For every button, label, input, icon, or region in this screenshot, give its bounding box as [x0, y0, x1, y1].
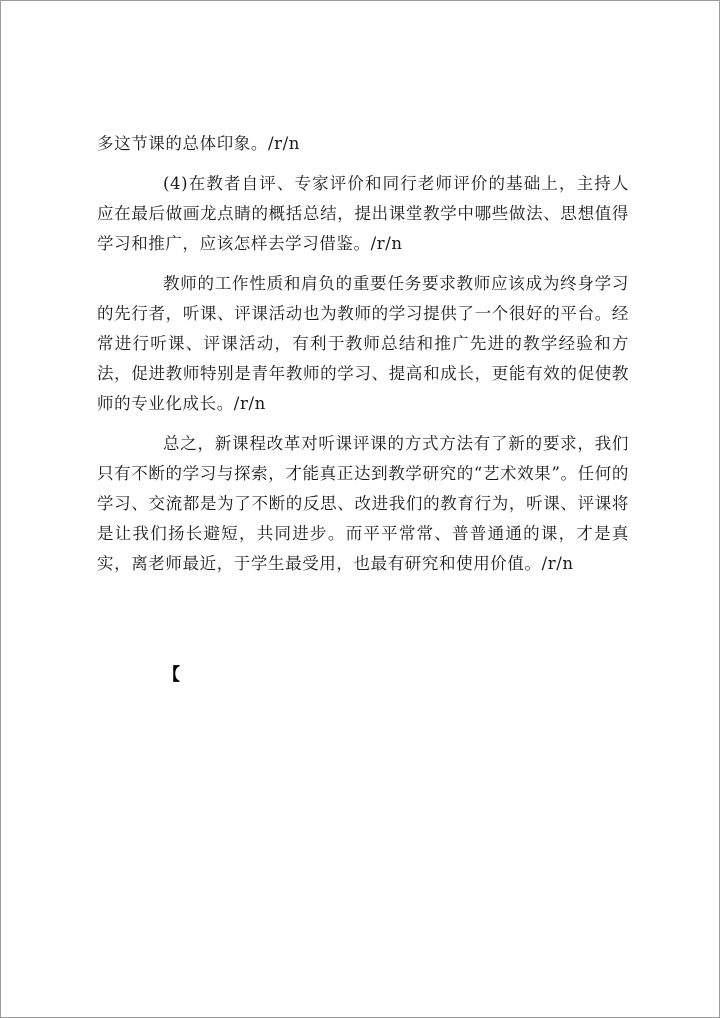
document-body [97, 129, 629, 589]
paragraph-teacher-learning: 教师的工作性质和肩负的重要任务要求教师应该成为终身学习的先行者，听课、评课活动也为教师的学习提供了一个很好的平台。经常进行听课、评课活动，有利于教师总结和推广先进的教学经验和方法，促进教师特别是青年教师的学习、提高和成长，更能有效的促使教师的专业化成长。/r/n [97, 274, 629, 413]
trailing-bracket: 【 [163, 665, 180, 685]
paragraph-conclusion: 总之，新课程改革对听课评课的方式方法有了新的要求，我们只有不断的学习与探索，才能真正达到教学研究的“艺术效果”。任何的学习、交流都是为了不断的反思、改进我们的教育行为，听课、评课将是让我们扬长避短，共同进步。而平平常常、普普通通的课，才是真实，离老师最近，于学生最受用，也最有研究和使用价值。/r/n [97, 434, 629, 573]
paragraph-summary-step-4: (4)在教者自评、专家评价和同行老师评价的基础上，主持人应在最后做画龙点睛的概括总结，提出课堂教学中哪些做法、思想值得学习和推广，应该怎样去学习借鉴。/r/n [97, 174, 629, 253]
paragraph-continuation: 多这节课的总体印象。/r/n [97, 134, 301, 153]
